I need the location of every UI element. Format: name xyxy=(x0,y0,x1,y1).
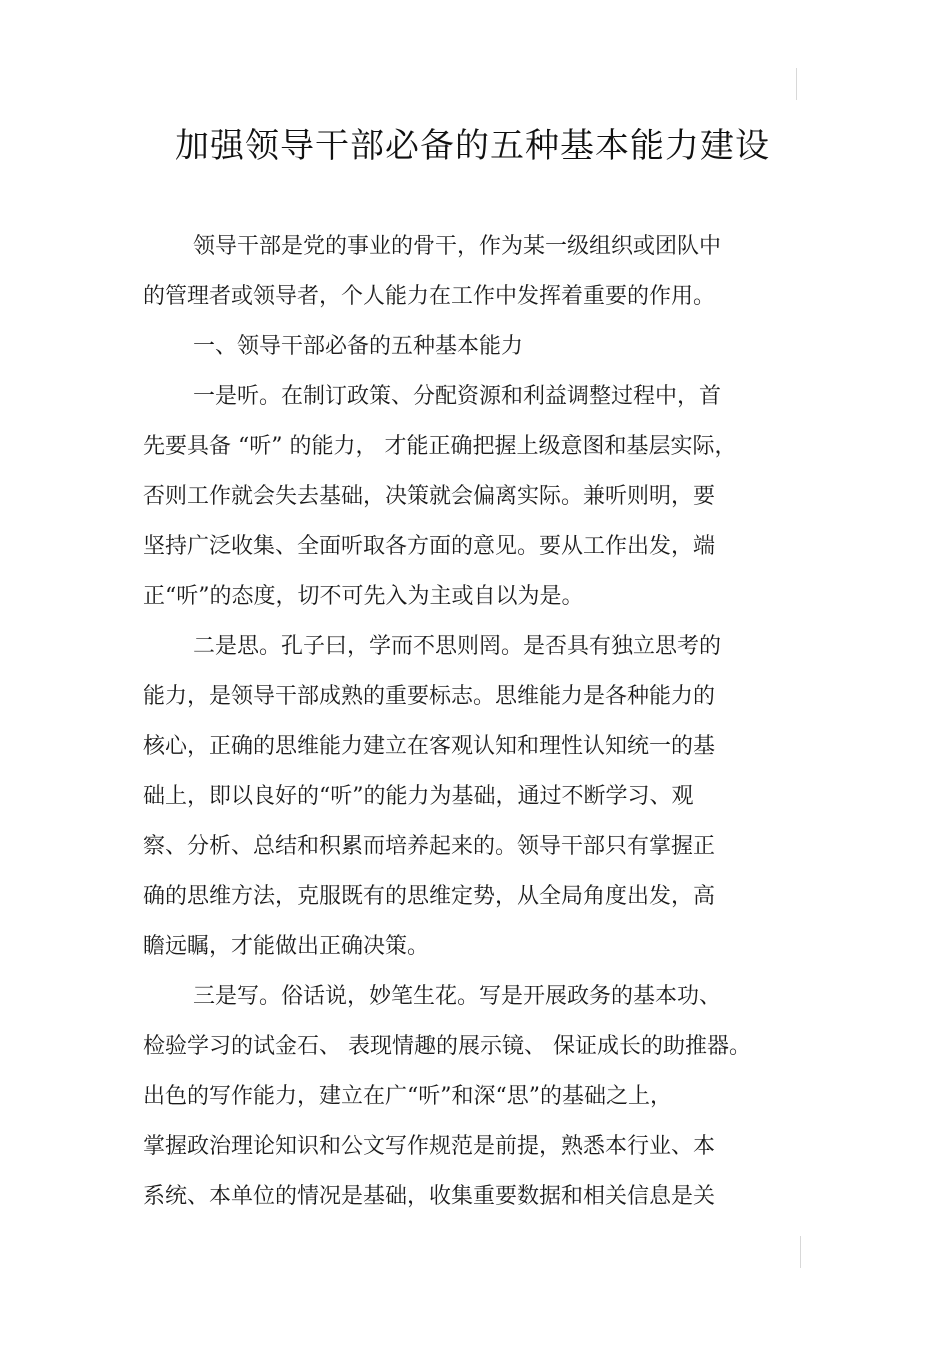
paragraph-line: 坚持广泛收集、全面听取各方面的意见。要从工作出发，端 xyxy=(143,534,716,559)
paragraph-line: 否则工作就会失去基础，决策就会偏离实际。兼听则明，要 xyxy=(143,484,716,509)
paragraph-line: 先要具备 “听” 的能力， 才能正确把握上级意图和基层实际， xyxy=(143,434,737,459)
paragraph-line: 确的思维方法，克服既有的思维定势，从全局角度出发，高 xyxy=(143,884,716,909)
page-corner-mark-top xyxy=(796,68,797,100)
paragraph-line: 领导干部是党的事业的骨干，作为某一级组织或团队中 xyxy=(193,234,722,259)
paragraph-line: 正“听”的态度，切不可先入为主或自以为是。 xyxy=(143,584,584,609)
paragraph-line: 二是思。孔子曰，学而不思则罔。是否具有独立思考的 xyxy=(193,634,722,659)
paragraph-line: 出色的写作能力，建立在广“听”和深“思”的基础之上， xyxy=(143,1084,672,1109)
section-heading: 一、领导干部必备的五种基本能力 xyxy=(193,334,524,359)
paragraph-line: 能力，是领导干部成熟的重要标志。思维能力是各种能力的 xyxy=(143,684,716,709)
paragraph-line: 的管理者或领导者，个人能力在工作中发挥着重要的作用。 xyxy=(143,284,716,309)
paragraph-line: 核心，正确的思维能力建立在客观认知和理性认知统一的基 xyxy=(143,734,716,759)
paragraph-line: 系统、本单位的情况是基础，收集重要数据和相关信息是关 xyxy=(143,1184,716,1209)
paragraph-line: 察、分析、总结和积累而培养起来的。领导干部只有掌握正 xyxy=(143,834,716,859)
page-corner-mark-bottom xyxy=(800,1236,801,1268)
paragraph-line: 三是写。俗话说，妙笔生花。写是开展政务的基本功、 xyxy=(193,984,722,1009)
paragraph-line: 础上，即以良好的“听”的能力为基础，通过不断学习、观 xyxy=(143,784,694,809)
document-title: 加强领导干部必备的五种基本能力建设 xyxy=(175,126,770,166)
paragraph-line: 检验学习的试金石、 表现情趣的展示镜、 保证成长的助推器。 xyxy=(143,1034,751,1059)
paragraph-line: 瞻远瞩，才能做出正确决策。 xyxy=(143,934,430,959)
paragraph-line: 掌握政治理论知识和公文写作规范是前提，熟悉本行业、本 xyxy=(143,1134,716,1159)
paragraph-line: 一是听。在制订政策、分配资源和利益调整过程中，首 xyxy=(193,384,722,409)
